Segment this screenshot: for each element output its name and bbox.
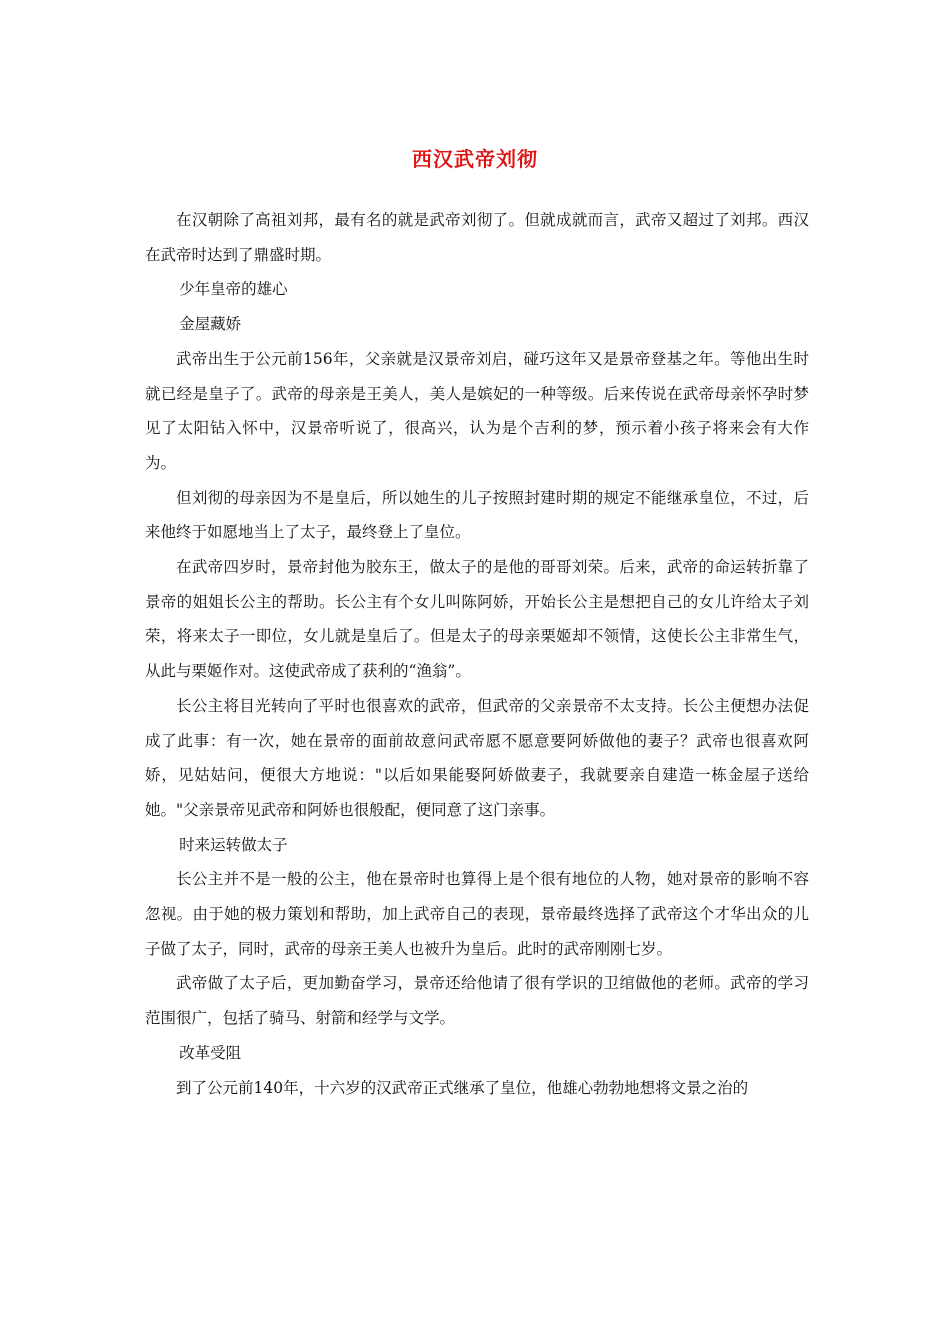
document-title: 西汉武帝刘彻 <box>412 147 538 171</box>
section-heading: 少年皇帝的雄心 <box>179 280 288 299</box>
paragraph: 武帝出生于公元前156年，父亲就是汉景帝刘启，碰巧这年又是景帝登基之年。等他出生时就已经是皇子了。武帝的母亲是王美人，美人是嫔妃的一种等级。后来传说在武帝母亲怀孕时梦见了太阳钻入怀中，汉景帝听说了，很高兴，认为是个吉利的梦，预示着小孩子将来会有大作为。 <box>145 349 809 472</box>
paragraph: 长公主将目光转向了平时也很喜欢的武帝，但武帝的父亲景帝不太支持。长公主便想办法促成了此事：有一次，她在景帝的面前故意问武帝愿不愿意要阿娇做他的妻子？武帝也很喜欢阿娇，见姑姑问，便很大方地说："以后如果能娶阿娇做妻子，我就要亲自建造一栋金屋子送给她。"父亲景帝见武帝和阿娇也很般配，便同意了这门亲事。 <box>145 696 809 819</box>
section-heading: 改革受阻 <box>179 1043 242 1062</box>
paragraph: 在武帝四岁时，景帝封他为胶东王，做太子的是他的哥哥刘荣。后来，武帝的命运转折靠了景帝的姐姐长公主的帮助。长公主有个女儿叫陈阿娇，开始长公主是想把自己的女儿许给太子刘荣，将来太子一即位，女儿就是皇后了。但是太子的母亲栗姬却不领情，这使长公主非常生气，从此与栗姬作对。这使武帝成了获利的“渔翁”。 <box>145 558 809 681</box>
paragraph: 长公主并不是一般的公主，他在景帝时也算得上是个很有地位的人物，她对景帝的影响不容忽视。由于她的极力策划和帮助，加上武帝自己的表现，景帝最终选择了武帝这个才华出众的儿子做了太子，同时，武帝的母亲王美人也被升为皇后。此时的武帝刚刚七岁。 <box>145 870 809 958</box>
paragraph: 武帝做了太子后，更加勤奋学习，景帝还给他请了很有学识的卫绾做他的老师。武帝的学习范围很广，包括了骑马、射箭和经学与文学。 <box>145 974 809 1028</box>
paragraph: 到了公元前140年，十六岁的汉武帝正式继承了皇位，他雄心勃勃地想将文景之治的 <box>176 1078 749 1097</box>
document-body <box>145 203 809 1105</box>
paragraph: 但刘彻的母亲因为不是皇后，所以她生的儿子按照封建时期的规定不能继承皇位，不过，后来他终于如愿地当上了太子，最终登上了皇位。 <box>145 488 809 542</box>
paragraph: 在汉朝除了高祖刘邦，最有名的就是武帝刘彻了。但就成就而言，武帝又超过了刘邦。西汉在武帝时达到了鼎盛时期。 <box>145 211 809 264</box>
section-heading: 时来运转做太子 <box>179 835 288 854</box>
section-heading: 金屋藏娇 <box>179 315 242 334</box>
